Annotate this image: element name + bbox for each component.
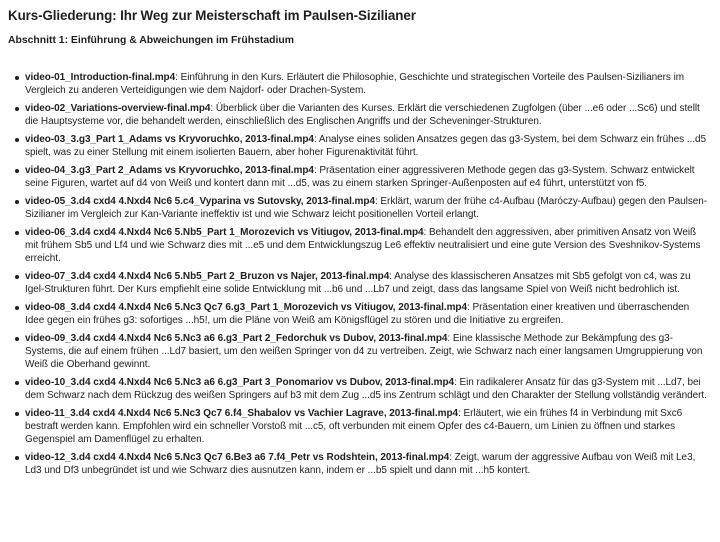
list-item (25, 407, 710, 446)
video-description: : Präsentation einer kreativen und überraschenden Idee gegen ein frühes g3: sofortiges ...h5!, um die Pläne von Weiß am Königsflügel zu stören und die Initiative zu ergreifen. (25, 302, 690, 326)
list-item (25, 133, 710, 159)
section-heading: Abschnitt 1: Einführung & Abweichungen im Frühstadium (8, 35, 294, 46)
video-filename: video-10_3.d4 cxd4 4.Nxd4 Nc6 5.Nc3 a6 6.g3_Part 3_Ponomariov vs Dubov, 2013-final.mp4 (25, 377, 455, 388)
video-description: : Analyse eines soliden Ansatzes gegen das g3-System, bei dem Schwarz ein frühes ...d5 spielt, was zu einer Stellung mit einem isolierten Bauern, aber hoher Figurenaktivität führt. (25, 134, 706, 158)
video-filename: video-04_3.g3_Part 2_Adams vs Kryvoruchko, 2013-final.mp4 (25, 165, 314, 176)
list-item (25, 195, 710, 221)
video-description: : Analyse des klassischeren Ansatzes mit Sb5 gefolgt von c4, was zu Igel-Strukturen führt. Der Kurs empfiehlt eine solide Entwicklung mit ...b6 und ...Lb7 und zeigt, dass das langsame Spiel von Weiß nicht bedrohlich ist. (25, 271, 691, 295)
video-description: : Eine klassische Methode zur Bekämpfung des g3-Systems, die auf einem frühen ...Ld7 basiert, um den weißen Springer von d4 zu vertreiben. Zeigt, wie Schwarz nach einer langsamen Umgruppierung von Weiß die Oberhand gewinnt. (25, 333, 703, 370)
video-description: : Ein radikalerer Ansatz für das g3-System mit ...Ld7, bei dem Schwarz nach dem Rückzug des weißen Springers auf b3 mit dem Zug ...d5 ins Zentrum schlägt und den Charakter der Stellung vollständig verändert. (25, 377, 707, 401)
video-filename: video-11_3.d4 cxd4 4.Nxd4 Nc6 5.Nc3 Qc7 6.f4_Shabalov vs Vachier Lagrave, 2013-final.mp4 (25, 408, 459, 419)
list-item (25, 226, 710, 265)
list-item (25, 332, 710, 371)
video-description: : Erläutert, wie ein frühes f4 in Verbindung mit Sxc6 bestraft werden kann. Empfohlen wird ein schneller Vorstoß mit ...c5, oft verbunden mit einem Opfer des c4-Bauern, um Linien zu öffnen und starkes Gegenspiel am Damenflügel zu erhalten. (25, 408, 683, 445)
list-item (25, 451, 710, 477)
video-description: : Behandelt den aggressiven, aber primitiven Ansatz von Weiß mit frühem Sb5 und Lf4 und wie Schwarz dies mit ...e5 und dem Entwicklungszug Le6 effektiv neutralisiert und eine gute Version des Sveshnikov-Systems erreicht. (25, 227, 701, 264)
video-description: : Erklärt, warum der frühe c4-Aufbau (Maróczy-Aufbau) gegen den Paulsen-Sizilianer im Vergleich zur Kan-Variante ineffektiv ist und wie Schwarz leicht positionellen Vorteil erlangt. (25, 196, 708, 220)
video-filename: video-09_3.d4 cxd4 4.Nxd4 Nc6 5.Nc3 a6 6.g3_Part 2_Fedorchuk vs Dubov, 2013-final.mp4 (25, 333, 448, 344)
page-title: Kurs-Gliederung: Ihr Weg zur Meisterschaft im Paulsen-Sizilianer (8, 8, 416, 23)
list-item (25, 376, 710, 402)
video-filename: video-01_Introduction-final.mp4 (25, 72, 176, 83)
list-item (25, 71, 710, 97)
video-list (8, 71, 710, 477)
list-item (25, 301, 710, 327)
video-description: : Überblick über die Varianten des Kurses. Erklärt die verschiedenen Zugfolgen (über ...e6 oder ...Sc6) und stellt die Hauptsysteme vor, die behandelt werden, einschließlich des Englischen Angriffs und der Scheveninger-Strukturen. (25, 103, 700, 127)
video-filename: video-05_3.d4 cxd4 4.Nxd4 Nc6 5.c4_Vyparina vs Sutovsky, 2013-final.mp4 (25, 196, 375, 207)
video-filename: video-02_Variations-overview-final.mp4 (25, 103, 211, 114)
video-description: : Präsentation einer aggressiveren Methode gegen das g3-System. Schwarz entwickelt seine Figuren, wartet auf d4 von Weiß und kontert dann mit ...d5, was zu einem starken Springer-Außenposten auf e4 führt, unterstützt von f5. (25, 165, 695, 189)
video-description: : Zeigt, warum der aggressive Aufbau von Weiß mit Le3, Ld3 und Df3 unbegründet ist und wie Schwarz dies ausnutzen kann, indem er ...b5 spielt und dann mit ...h5 kontert. (25, 452, 696, 476)
list-item (25, 102, 710, 128)
list-item (25, 270, 710, 296)
video-filename: video-07_3.d4 cxd4 4.Nxd4 Nc6 5.Nb5_Part 2_Bruzon vs Najer, 2013-final.mp4 (25, 271, 390, 282)
video-filename: video-03_3.g3_Part 1_Adams vs Kryvoruchko, 2013-final.mp4 (25, 134, 314, 145)
list-item (25, 164, 710, 190)
video-filename: video-06_3.d4 cxd4 4.Nxd4 Nc6 5.Nb5_Part 1_Morozevich vs Vitiugov, 2013-final.mp4 (25, 227, 424, 238)
video-description: : Einführung in den Kurs. Erläutert die Philosophie, Geschichte und strategischen Vorteile des Paulsen-Sizilianers im Vergleich zu anderen Verteidigungen wie dem Najdorf- oder Drachen-System. (25, 72, 685, 96)
video-filename: video-08_3.d4 cxd4 4.Nxd4 Nc6 5.Nc3 Qc7 6.g3_Part 1_Morozevich vs Vitiugov, 2013-final.mp4 (25, 302, 467, 313)
video-filename: video-12_3.d4 cxd4 4.Nxd4 Nc6 5.Nc3 Qc7 6.Be3 a6 7.f4_Petr vs Rodshtein, 2013-final.mp4 (25, 452, 450, 463)
